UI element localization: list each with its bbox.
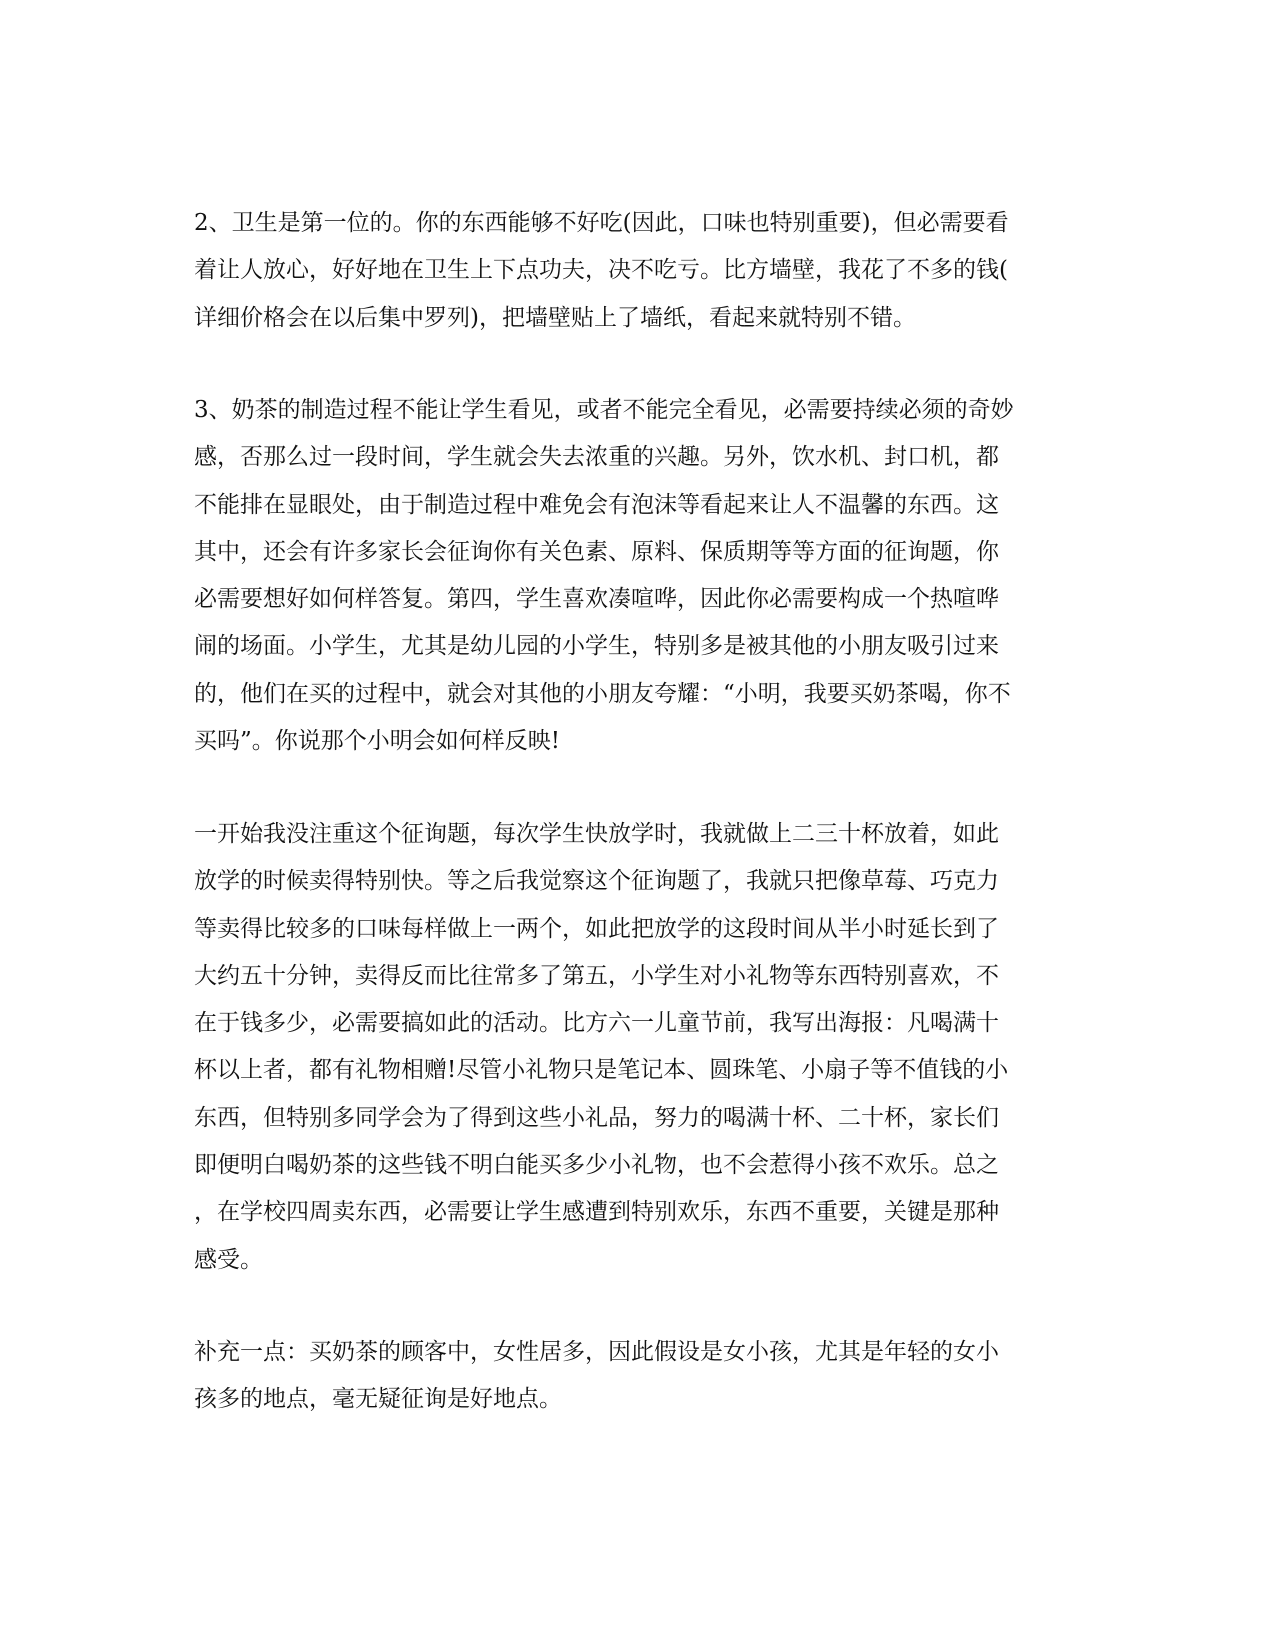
paragraph-line: 补充一点：买奶茶的顾客中，女性居多，因此假设是女小孩，尤其是年轻的女小 <box>194 1339 999 1365</box>
paragraph-line: ，在学校四周卖东西，必需要让学生感遭到特别欢乐，东西不重要，关键是那种 <box>194 1199 999 1226</box>
paragraph-line: 孩多的地点，毫无疑征询是好地点。 <box>194 1386 562 1413</box>
paragraph-line: 3、奶茶的制造过程不能让学生看见，或者不能完全看见，必需要持续必须的奇妙 <box>194 397 1014 423</box>
paragraph-line: 2、卫生是第一位的。你的东西能够不好吃(因此，口味也特别重要)，但必需要看 <box>194 210 1009 236</box>
paragraph-line: 东西，但特别多同学会为了得到这些小礼品，努力的喝满十杯、二十杯，家长们 <box>194 1104 999 1131</box>
paragraph-line: 着让人放心，好好地在卫生上下点功夫，决不吃亏。比方墙壁，我花了不多的钱( <box>194 257 1008 284</box>
paragraph-supplement <box>194 1329 1094 1424</box>
paragraph-line: 杯以上者，都有礼物相赠!尽管小礼物只是笔记本、圆珠笔、小扇子等不值钱的小 <box>194 1057 1009 1084</box>
paragraph-line: 等卖得比较多的口味每样做上一两个，如此把放学的这段时间从半小时延长到了 <box>194 915 999 942</box>
paragraph-sales-experience <box>194 811 1094 1284</box>
paragraph-line: 买吗”。你说那个小明会如何样反映! <box>194 728 561 755</box>
paragraph-line: 即便明白喝奶茶的这些钱不明白能买多少小礼物，也不会惹得小孩不欢乐。总之 <box>194 1152 999 1179</box>
paragraph-line: 感受。 <box>194 1246 263 1273</box>
paragraph-line: 必需要想好如何样答复。第四，学生喜欢凑喧哗，因此你必需要构成一个热喧哗 <box>194 586 999 613</box>
paragraph-line: 感，否那么过一段时间，学生就会失去浓重的兴趣。另外，饮水机、封口机，都 <box>194 444 999 471</box>
paragraph-line: 详细价格会在以后集中罗列)，把墙壁贴上了墙纸，看起来就特别不错。 <box>194 304 916 331</box>
paragraph-line: 不能排在显眼处，由于制造过程中难免会有泡沫等看起来让人不温馨的东西。这 <box>194 491 999 518</box>
paragraph-production-process <box>194 387 1094 765</box>
paragraph-line: 大约五十分钟，卖得反而比往常多了第五，小学生对小礼物等东西特别喜欢，不 <box>194 962 999 989</box>
paragraph-hygiene <box>194 200 1094 342</box>
paragraph-line: 放学的时候卖得特别快。等之后我觉察这个征询题了，我就只把像草莓、巧克力 <box>194 868 999 895</box>
paragraph-line: 的，他们在买的过程中，就会对其他的小朋友夸耀：“小明，我要买奶茶喝，你不 <box>194 680 1011 707</box>
paragraph-line: 闹的场面。小学生，尤其是幼儿园的小学生，特别多是被其他的小朋友吸引过来 <box>194 633 999 660</box>
paragraph-line: 其中，还会有许多家长会征询你有关色素、原料、保质期等等方面的征询题，你 <box>194 538 999 565</box>
paragraph-line: 一开始我没注重这个征询题，每次学生快放学时，我就做上二三十杯放着，如此 <box>194 821 999 847</box>
paragraph-line: 在于钱多少，必需要搞如此的活动。比方六一儿童节前，我写出海报：凡喝满十 <box>194 1010 999 1037</box>
